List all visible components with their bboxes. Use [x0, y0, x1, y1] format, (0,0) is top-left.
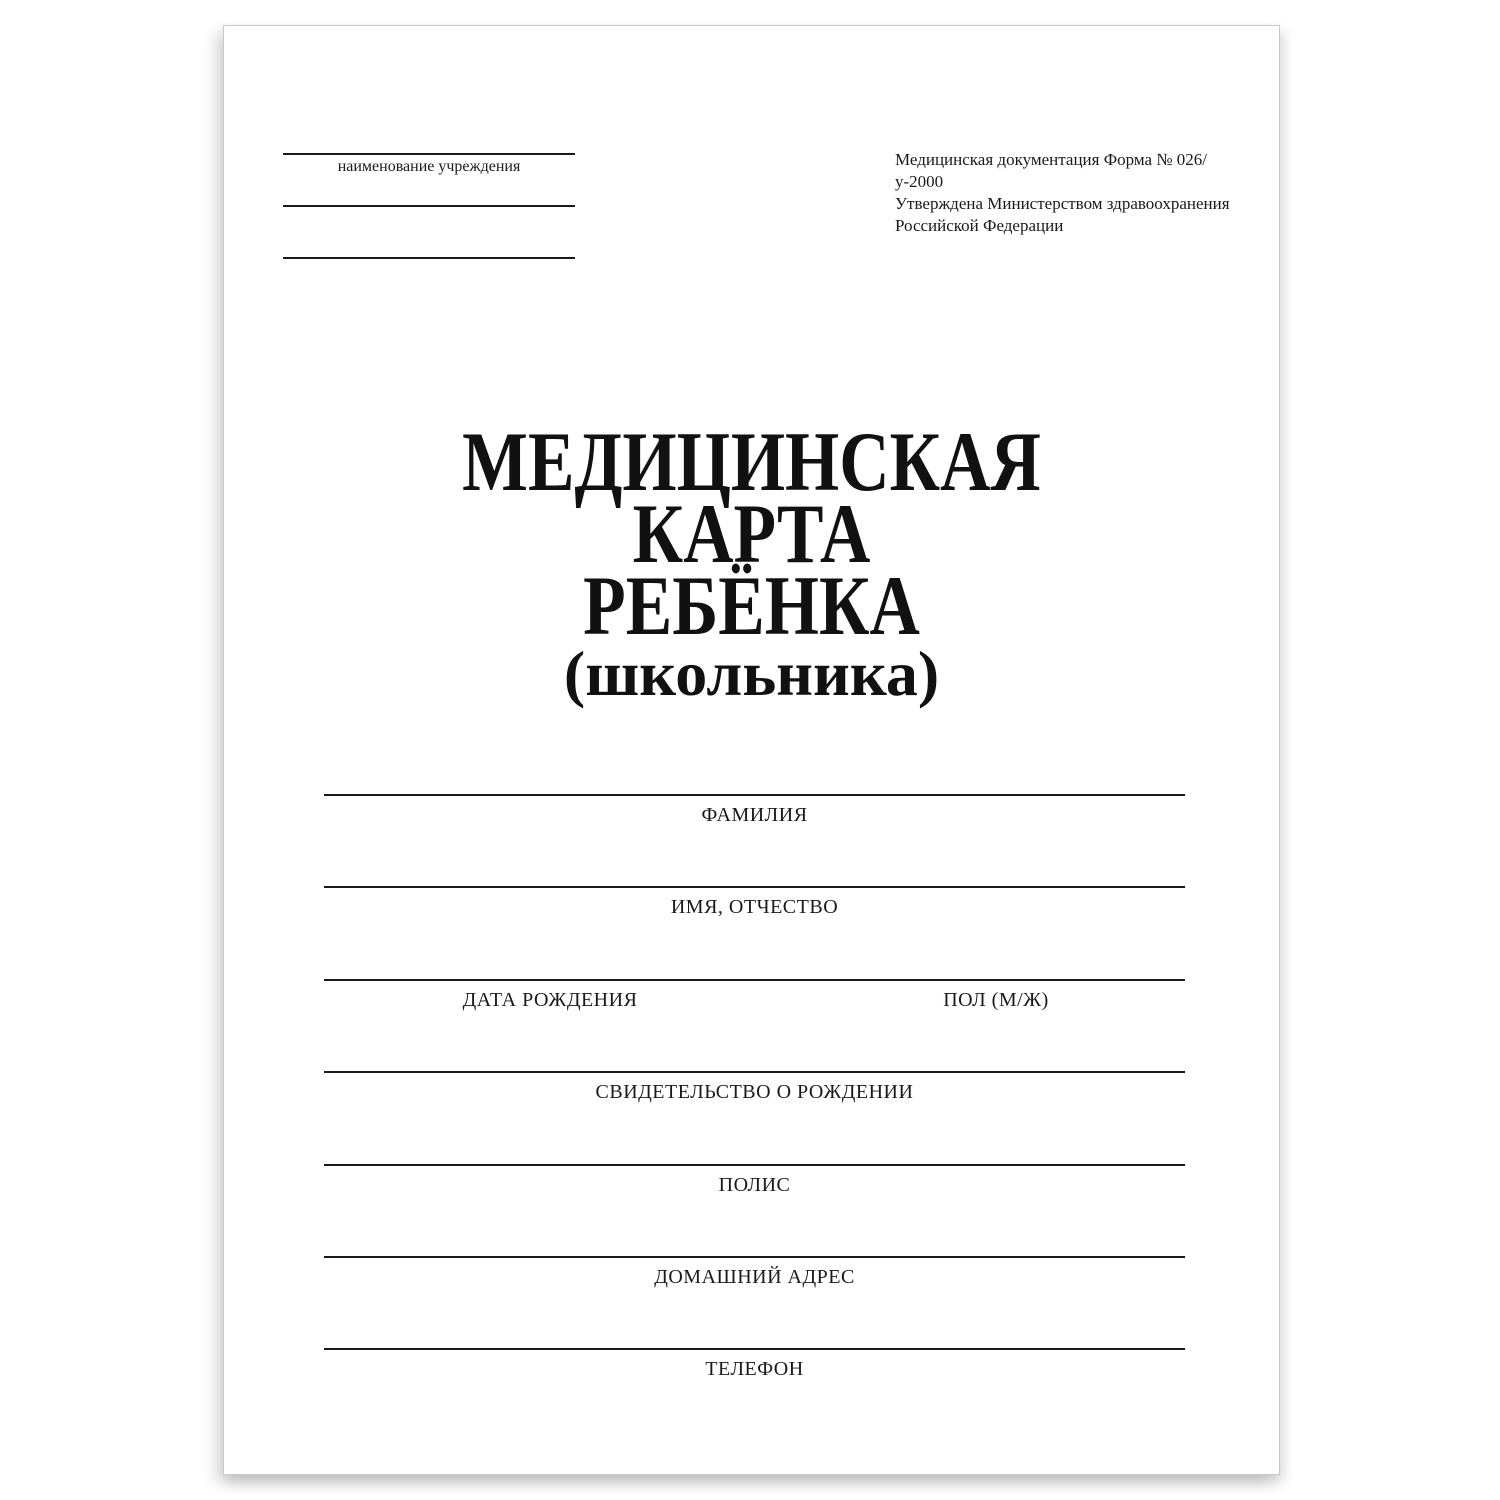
given-names-blank-line [324, 886, 1185, 888]
birthdate-sex-blank-line [324, 979, 1185, 981]
institution-name-caption: наименование учреждения [337, 158, 521, 175]
phone-caption: ТЕЛЕФОН [705, 1358, 804, 1380]
page-title-line-4: (школьника) [563, 638, 940, 709]
surname-blank-line [324, 794, 1185, 796]
form-authority-line: Российской Федерации [895, 216, 1064, 235]
birthdate-caption: ДАТА РОЖДЕНИЯ [462, 989, 638, 1011]
birth-certificate-blank-line [324, 1071, 1185, 1073]
given-names-caption: ИМЯ, ОТЧЕСТВО [670, 896, 839, 918]
institution-name-blank-line-2 [283, 205, 575, 207]
institution-name-blank-line-3 [283, 257, 575, 259]
form-approved-by-line: Утверждена Министерством здравоохранения [895, 194, 1230, 213]
sex-caption: ПОЛ (М/Ж) [943, 989, 1049, 1011]
phone-blank-line [324, 1348, 1185, 1350]
field-birthdate-and-sex [324, 979, 1185, 1011]
field-given-names [324, 886, 1185, 919]
page-title-line-1: МЕДИЦИНСКАЯ [462, 415, 1041, 509]
institution-name-blank-line-1 [283, 153, 575, 155]
field-phone [324, 1348, 1185, 1381]
field-home-address [324, 1256, 1185, 1289]
form-number-line: Медицинская документация Форма № 026/у-2000 [895, 150, 1208, 191]
field-surname [324, 794, 1185, 827]
insurance-policy-caption: ПОЛИС [718, 1174, 791, 1196]
form-approval-note [895, 149, 1245, 237]
page-title-line-2: КАРТА [632, 487, 871, 581]
insurance-policy-blank-line [324, 1164, 1185, 1166]
home-address-caption: ДОМАШНИЙ АДРЕС [654, 1266, 855, 1288]
home-address-blank-line [324, 1256, 1185, 1258]
page-title-line-3: РЕБЁНКА [583, 559, 920, 653]
surname-caption: ФАМИЛИЯ [701, 804, 808, 826]
field-birth-certificate [324, 1071, 1185, 1104]
birth-certificate-caption: СВИДЕТЕЛЬСТВО О РОЖДЕНИИ [595, 1081, 914, 1103]
document-page [223, 25, 1280, 1475]
field-insurance-policy [324, 1164, 1185, 1197]
